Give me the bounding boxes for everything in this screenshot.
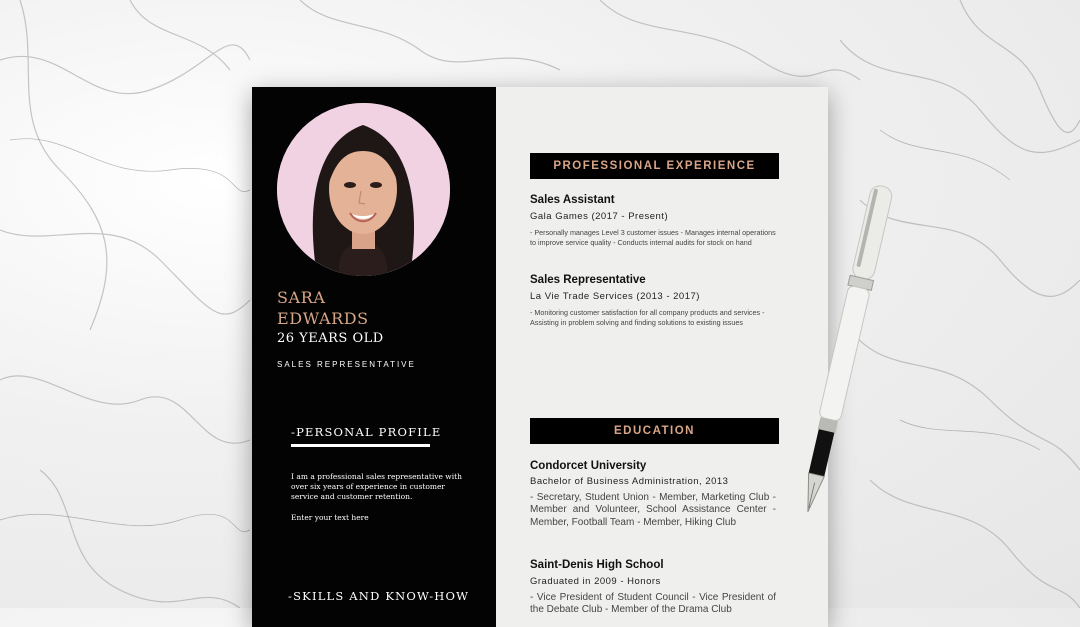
- heading-underline: [291, 444, 430, 447]
- school-name: Saint-Denis High School: [530, 559, 664, 571]
- school-name: Condorcet University: [530, 460, 647, 472]
- job-title: Sales Assistant: [530, 194, 615, 206]
- job-description: - Monitoring customer satisfaction for all company products and services - Assisting in problem solving and finding solutions to existing issues: [530, 308, 765, 327]
- resume-main: [496, 87, 828, 627]
- personal-profile-heading: -PERSONAL PROFILE: [291, 425, 442, 439]
- placeholder-text: Enter your text here: [291, 513, 369, 522]
- school-description: - Secretary, Student Union - Member, Marketing Club - Member and Volunteer, School Assistance Center - Member, Football Team - Member, Hiking Club: [530, 492, 776, 528]
- skills-heading: -SKILLS AND KNOW-HOW: [288, 589, 470, 603]
- resume-document: [252, 87, 828, 627]
- job-description: - Personally manages Level 3 customer issues - Manages internal operations to improve service quality - Conducts internal audits for stock on hand: [530, 228, 776, 247]
- person-role: SALES REPRESENTATIVE: [277, 360, 416, 369]
- school-description: - Vice President of Student Council - Vice President of the Debate Club - Member of the Drama Club: [530, 592, 776, 616]
- first-name: SARA: [277, 288, 326, 307]
- job-company: La Vie Trade Services (2013 - 2017): [530, 291, 700, 302]
- job-title: Sales Representative: [530, 274, 646, 286]
- job-company: Gala Games (2017 - Present): [530, 211, 669, 222]
- school-degree: Bachelor of Business Administration, 2013: [530, 476, 729, 487]
- last-name: EDWARDS: [277, 309, 369, 328]
- education-heading: EDUCATION: [530, 418, 779, 444]
- personal-profile-text: I am a professional sales representative with over six years of experience in customer service and customer retention.: [291, 472, 462, 501]
- fountain-pen-icon: [790, 176, 900, 526]
- profile-photo: [277, 103, 450, 276]
- experience-heading: PROFESSIONAL EXPERIENCE: [530, 153, 779, 179]
- person-name: [277, 287, 369, 329]
- person-age: 26 YEARS OLD: [277, 331, 384, 346]
- resume-sidebar: [252, 87, 496, 627]
- school-degree: Graduated in 2009 - Honors: [530, 576, 661, 587]
